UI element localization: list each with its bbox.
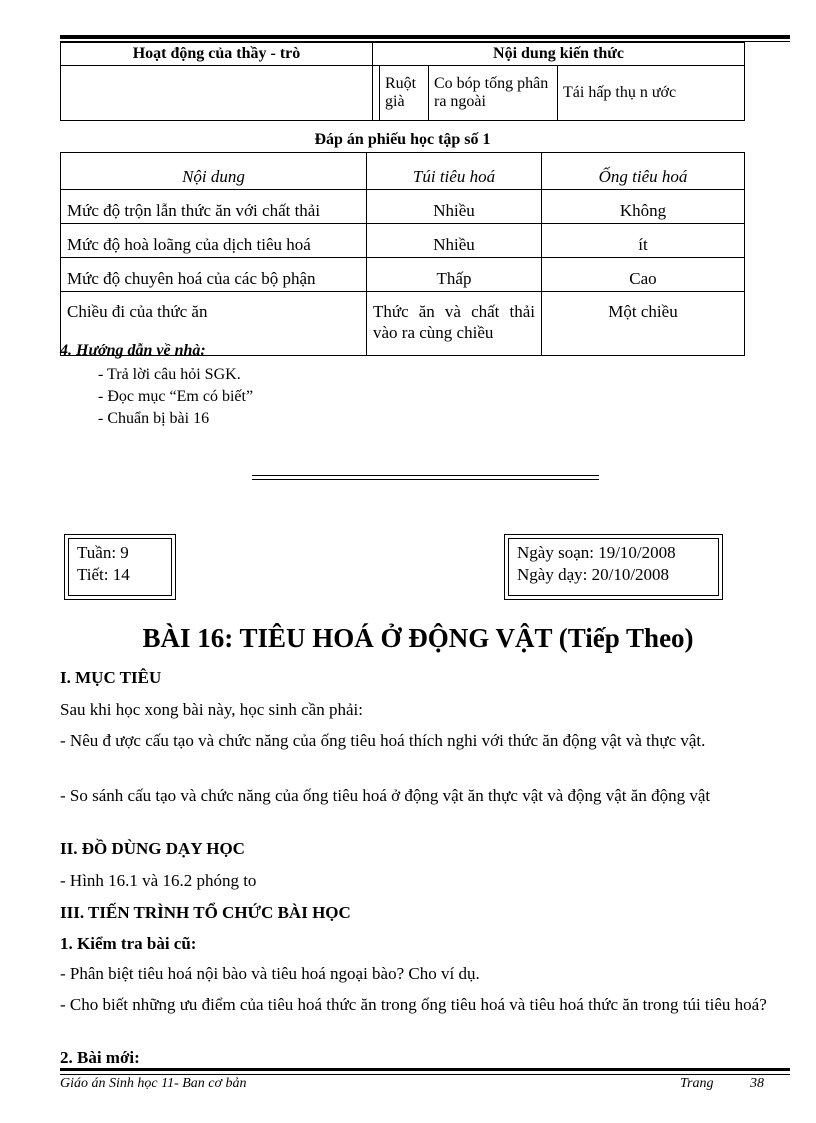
row-label: Mức độ hoà loãng của dịch tiêu hoá [61,224,367,258]
objectives-intro: Sau khi học xong bài này, học sinh cần phải: [60,700,363,719]
section-heading-objectives: I. MỤC TIÊU [60,668,162,687]
answer-table-caption: Đáp án phiếu học tập số 1 [314,131,491,148]
inner-cell-organ: Ruột già [380,66,429,120]
week-label: Tuần: 9 [77,543,129,562]
subheading-review: 1. Kiểm tra bài cũ: [60,934,197,953]
content-cell [373,66,745,121]
inner-cell-function: Co bóp tống phân ra ngoài [429,66,558,120]
row-label: Mức độ trộn lẫn thức ăn với chất thải [61,190,367,224]
footer-page-label: Trang [680,1076,714,1091]
answer-header-tube: Ống tiêu hoá [542,153,745,190]
row-tube-value: ít [542,224,745,258]
materials-item: - Hình 16.1 và 16.2 phóng to [60,871,257,890]
inner-cell-absorb: Tái hấp thụ n ước [558,66,745,120]
homework-item: - Trả lời câu hỏi SGK. [98,366,241,383]
separator-line [252,479,599,480]
col-header-activity: Hoạt động của thầy - trò [61,43,373,66]
inner-table [379,66,744,120]
col-header-content: Nội dung kiến thức [373,43,745,66]
row-tube-value: Không [542,190,745,224]
subheading-new-lesson: 2. Bài mới: [60,1048,140,1067]
objective-item: - Nêu đ ược cấu tạo và chức năng của ống tiêu hoá thích nghi với thức ăn động vật và thực vật. [60,731,706,750]
activity-table [60,42,745,121]
footer-rule [60,1068,790,1071]
table-row [61,258,745,292]
row-pouch-value: Nhiều [367,224,542,258]
homework-item: - Chuẩn bị bài 16 [98,410,210,427]
prepared-date: Ngày soạn: 19/10/2008 [517,543,676,562]
section-heading-materials: II. ĐỒ DÙNG DẠY HỌC [60,839,245,858]
table-row [61,190,745,224]
taught-date: Ngày dạy: 20/10/2008 [517,565,670,584]
answer-table [60,152,745,356]
answer-header-pouch: Túi tiêu hoá [367,153,542,190]
section-heading-process: III. TIẾN TRÌNH TỔ CHỨC BÀI HỌC [60,903,351,922]
row-label: Mức độ chuyên hoá của các bộ phận [61,258,367,292]
homework-item: - Đọc mục “Em có biết” [98,388,254,405]
table-row [61,224,745,258]
date-box [508,538,719,596]
lesson-title: BÀI 16: TIÊU HOÁ Ở ĐỘNG VẬT (Tiếp Theo) [142,623,694,653]
answer-header-content: Nội dung [61,153,367,190]
footer-rule-thin [60,1074,790,1075]
row-label: Chiều đi của thức ăn [61,292,367,356]
footer-page-number: 38 [750,1076,764,1091]
empty-activity-cell [61,66,373,121]
row-pouch-value: Thấp [367,258,542,292]
row-pouch-value: Nhiều [367,190,542,224]
homework-heading: 4. Hướng dẫn về nhà: [60,342,206,359]
row-tube-value: Một chiều [542,292,745,356]
row-pouch-value: Thức ăn và chất thải vào ra cùng chiều [367,292,542,356]
footer-left: Giáo án Sinh học 11- Ban cơ bản [60,1076,247,1091]
top-rule [60,35,790,39]
separator-line [252,475,599,476]
review-question: - Cho biết những ưu điểm của tiêu hoá thức ăn trong ống tiêu hoá và tiêu hoá thức ăn trong túi tiêu hoá? [60,995,767,1014]
objective-item: - So sánh cấu tạo và chức năng của ống tiêu hoá ở động vật ăn thực vật và động vật ăn động vật [60,786,711,805]
week-period-box [68,538,172,596]
period-label: Tiết: 14 [77,565,130,584]
row-tube-value: Cao [542,258,745,292]
review-question: - Phân biệt tiêu hoá nội bào và tiêu hoá ngoại bào? Cho ví dụ. [60,964,480,983]
